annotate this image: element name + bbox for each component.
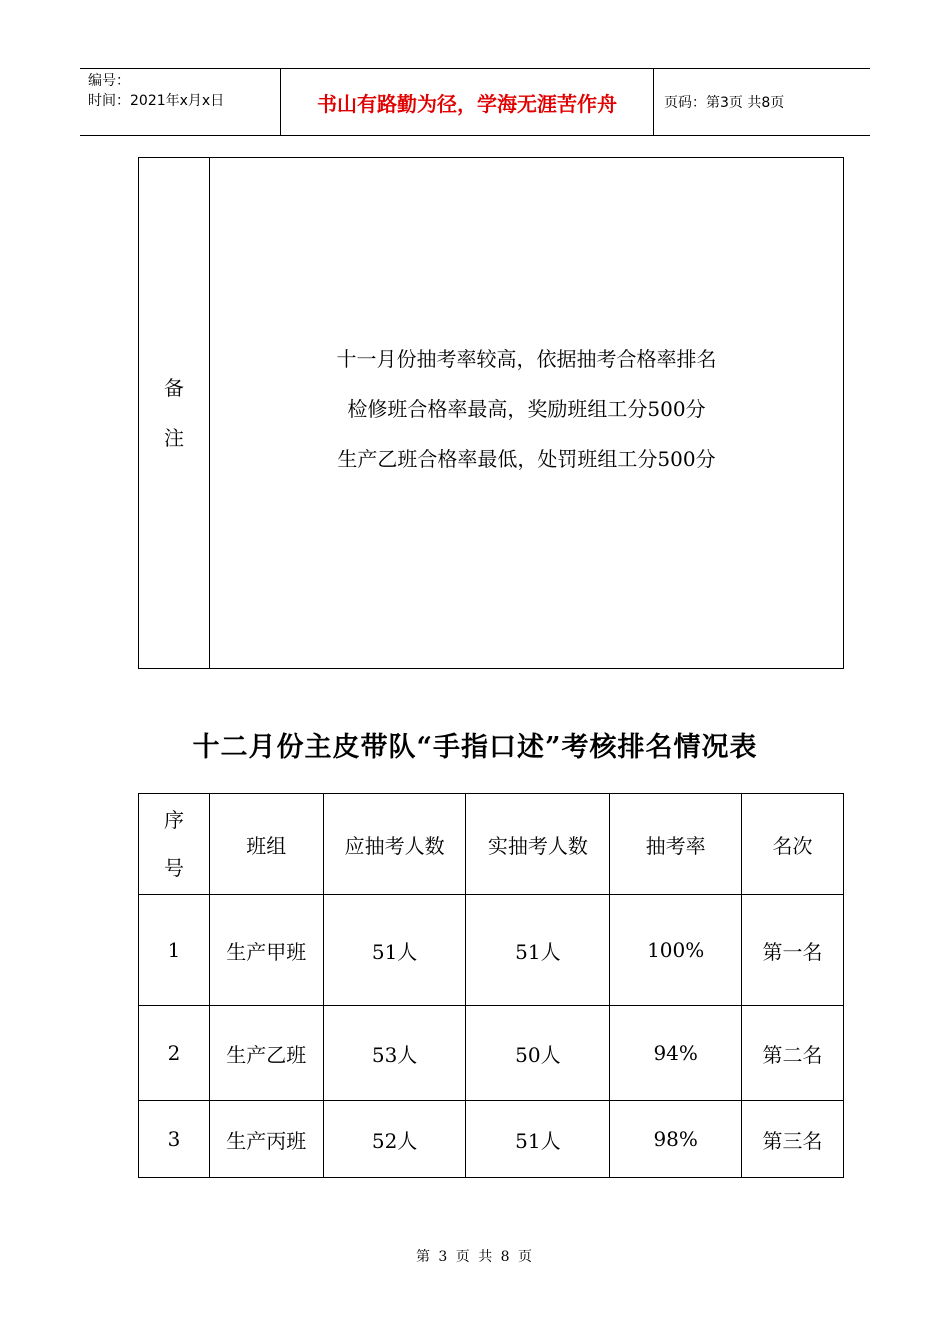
cell-actual: 50人 — [466, 1006, 610, 1101]
cell-rate: 100% — [610, 895, 742, 1006]
cell-rank: 第一名 — [742, 895, 844, 1006]
page-footer: 第 3 页 共 8 页 — [415, 1249, 535, 1265]
document-number-label: 编号： — [88, 73, 130, 89]
header-cell-planned: 应抽考人数 — [323, 794, 466, 895]
table-row — [139, 1006, 844, 1101]
remarks-line: 检修班合格率最高，奖励班组工分500分 — [347, 397, 706, 421]
table-header-row — [139, 794, 844, 895]
cell-team: 生产乙班 — [209, 1006, 323, 1101]
table-row — [139, 895, 844, 1006]
cell-seq: 1 — [139, 895, 210, 1006]
header-page-info: 页码：第3页 共8页 — [664, 95, 785, 111]
header-meta — [80, 69, 281, 135]
cell-planned: 51人 — [323, 895, 466, 1006]
header-motto: 书山有路勤为径，学海无涯苦作舟 — [281, 69, 654, 135]
cell-actual: 51人 — [466, 895, 610, 1006]
table-row — [139, 1101, 844, 1178]
header-cell-seq — [139, 794, 210, 895]
document-time-label: 时间：2021年x月x日 — [88, 93, 225, 109]
cell-planned: 52人 — [323, 1101, 466, 1178]
remarks-label-char: 注 — [164, 426, 184, 450]
remarks-box — [138, 157, 844, 669]
remarks-label-char: 备 — [164, 376, 184, 400]
page-header — [80, 68, 870, 136]
header-seq-char: 号 — [163, 856, 184, 880]
cell-team: 生产甲班 — [209, 895, 323, 1006]
ranking-table — [138, 793, 844, 1178]
cell-seq: 2 — [139, 1006, 210, 1101]
remarks-body — [210, 158, 843, 668]
cell-rate: 98% — [610, 1101, 742, 1178]
header-cell-rate: 抽考率 — [610, 794, 742, 895]
header-cell-rank: 名次 — [742, 794, 844, 895]
cell-rate: 94% — [610, 1006, 742, 1101]
cell-planned: 53人 — [323, 1006, 466, 1101]
cell-team: 生产丙班 — [209, 1101, 323, 1178]
cell-actual: 51人 — [466, 1101, 610, 1178]
remarks-line: 生产乙班合格率最低，处罚班组工分500分 — [337, 447, 716, 471]
cell-seq: 3 — [139, 1101, 210, 1178]
remarks-label — [139, 158, 210, 668]
header-seq-char: 序 — [163, 808, 184, 832]
header-cell-team: 班组 — [209, 794, 323, 895]
cell-rank: 第二名 — [742, 1006, 844, 1101]
cell-rank: 第三名 — [742, 1101, 844, 1178]
remarks-line: 十一月份抽考率较高，依据抽考合格率排名 — [336, 347, 717, 371]
header-cell-actual: 实抽考人数 — [466, 794, 610, 895]
table-title: 十二月份主皮带队“手指口述”考核排名情况表 — [192, 732, 758, 763]
